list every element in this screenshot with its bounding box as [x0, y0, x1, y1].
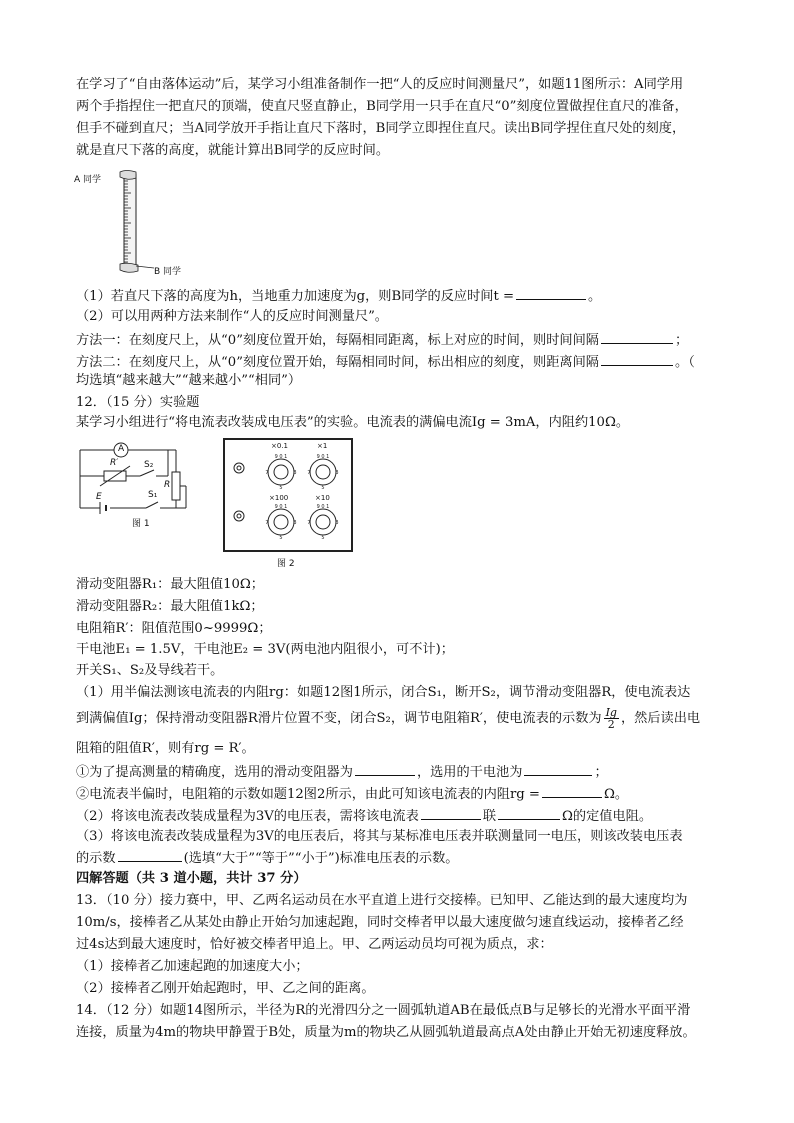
- q12-item: 开关S₁、S₂及导线若干。: [76, 663, 224, 678]
- svg-text:3: 3: [335, 470, 339, 476]
- q11-method-note: 均选填“越来越大”“越来越小”“相同”）: [76, 373, 302, 388]
- q11-part1: （1）若直尺下落的高度为h，当地重力加速度为g，则B同学的反应时间t = 。: [76, 286, 601, 306]
- svg-text:3: 3: [293, 520, 297, 526]
- svg-text:9 0 1: 9 0 1: [274, 504, 288, 510]
- answer-blank[interactable]: [601, 352, 673, 366]
- section-4-heading: 四解答题（共 3 道小题，共计 37 分）: [76, 871, 307, 886]
- fig1-caption: 图 1: [132, 519, 150, 529]
- q12-item: 滑动变阻器R₂：最大阻值1kΩ；: [76, 599, 264, 614]
- svg-text:7: 7: [307, 520, 311, 526]
- q12-choice1: ①为了提高测量的精确度，选用的滑动变阻器为 ，选用的干电池为 ；: [76, 762, 608, 782]
- answer-blank[interactable]: [498, 806, 560, 820]
- fraction-ig-over-2: $\frac{Ig}{2}$: [605, 706, 617, 731]
- svg-text:7: 7: [265, 470, 269, 476]
- svg-text:3: 3: [335, 520, 339, 526]
- answer-blank[interactable]: [118, 848, 182, 862]
- label-a-student: A 同学: [74, 175, 102, 185]
- q12-part1-c: 阻箱的阻值R′，则有rg = R′。: [76, 741, 255, 756]
- answer-blank[interactable]: [542, 784, 602, 798]
- figure-11-ruler: [74, 168, 194, 278]
- q11-method1: 方法一：在刻度尺上，从“0”刻度位置开始，每隔相同距离，标上对应的时间，则时间间隔 ；: [76, 330, 688, 350]
- label-s2: S₂: [144, 460, 154, 470]
- q13-line: 10m/s，接棒者乙从某处由静止开始匀加速起跑，同时交棒者甲以最大速度做匀速直线运动，接棒者乙经: [76, 915, 684, 930]
- q12-part3-a: （3）将该电流表改装成量程为3V的电压表后，将其与某标准电压表并联测量同一电压，则该改装电压表: [76, 829, 683, 844]
- q13-line: 过4s达到最大速度时，恰好被交棒者甲追上。甲、乙两运动员均可视为质点，求：: [76, 937, 553, 952]
- q13-line: （2）接棒者乙刚开始起跑时，甲、乙之间的距离。: [76, 981, 375, 996]
- svg-text:7: 7: [307, 470, 311, 476]
- q14-line: 14．（12 分）如题14图所示，半径为R的光滑四分之一圆弧轨道AB在最低点B与足够长的光滑水平面平滑: [76, 1003, 691, 1018]
- svg-text:7: 7: [265, 520, 269, 526]
- q12-heading: 12．（15 分）实验题: [76, 395, 200, 410]
- q13-line: （1）接棒者乙加速起跑的加速度大小；: [76, 959, 309, 974]
- figure-12-2-resistance-box: [223, 438, 353, 568]
- q14-line: 连接，质量为4m的物块甲静置于B处，质量为m的物块乙从圆弧轨道最高点A处由静止开始无初速度释放。: [76, 1025, 696, 1040]
- svg-text:3: 3: [293, 470, 297, 476]
- q12-part1-b: 到满偏值Ig；保持滑动变阻器R滑片位置不变，闭合S₂，调节电阻箱R′，使电流表的示数为 $\frac{Ig}{2}$ ，然后读出电: [76, 706, 701, 731]
- label-e: E: [96, 492, 102, 502]
- ammeter-symbol: A: [118, 444, 125, 454]
- answer-blank[interactable]: [601, 330, 673, 344]
- intro-line-1: 在学习了“自由落体运动”后，某学习小组准备制作一把“人的反应时间测量尺”，如题11图所示：A同学用: [76, 77, 684, 92]
- q12-item: 干电池E₁ = 1.5V，干电池E₂ = 3V(两电池内阻很小，可不计)；: [76, 642, 454, 657]
- q11-part2: （2）可以用两种方法来制作“人的反应时间测量尺”。: [76, 309, 388, 324]
- intro-line-2: 两个手指捏住一把直尺的顶端，使直尺竖直静止，B同学用一只手在直尺“0”刻度位置做捏住直尺的准备，: [76, 99, 688, 114]
- svg-text:5: 5: [321, 485, 325, 491]
- figure-12-1-circuit: [76, 436, 196, 531]
- q12-part1-a: （1）用半偏法测该电流表的内阻rg：如题12图1所示，闭合S₁，断开S₂，调节滑动变阻器R，使电流表达: [76, 685, 691, 700]
- svg-text:5: 5: [321, 535, 325, 541]
- dial-x100: ×100: [269, 494, 289, 502]
- answer-blank[interactable]: [516, 286, 586, 300]
- q12-item: 滑动变阻器R₁：最大阻值10Ω；: [76, 577, 264, 592]
- label-b-student: B 同学: [154, 267, 182, 277]
- q12-item: 电阻箱R′：阻值范围0~9999Ω；: [76, 621, 272, 636]
- dial-x10: ×10: [315, 494, 330, 502]
- dial-x1: ×1: [317, 442, 328, 450]
- answer-blank[interactable]: [524, 762, 592, 776]
- svg-text:5: 5: [279, 535, 283, 541]
- answer-blank[interactable]: [421, 806, 481, 820]
- q12-part3-b: 的示数 (选填“大于”“等于”“小于”)标准电压表的示数。: [76, 848, 459, 868]
- q12-intro: 某学习小组进行“将电流表改装成电压表”的实验。电流表的满偏电流Ig = 3mA，内阻约10Ω。: [76, 415, 630, 430]
- label-r-prime: R′: [110, 458, 119, 468]
- fig2-caption: 图 2: [277, 559, 295, 569]
- q11-method2: 方法二：在刻度尺上，从“0”刻度位置开始，每隔相同时间，标出相应的刻度，则距离间隔 。（: [76, 352, 695, 372]
- svg-text:5: 5: [279, 485, 283, 491]
- dial-x0-1: ×0.1: [271, 442, 288, 450]
- svg-text:9 0 1: 9 0 1: [274, 454, 288, 460]
- svg-text:9 0 1: 9 0 1: [316, 454, 330, 460]
- q12-choice2: ②电流表半偏时，电阻箱的示数如题12图2所示，由此可知该电流表的内阻rg = Ω。: [76, 784, 628, 804]
- intro-line-3: 但手不碰到直尺；当A同学放开手指让直尺下落时，B同学立即捏住直尺。读出B同学捏住直尺处的刻度，: [76, 121, 686, 136]
- answer-blank[interactable]: [355, 762, 415, 776]
- intro-line-4: 就是直尺下落的高度，就能计算出B同学的反应时间。: [76, 143, 390, 158]
- svg-text:9 0 1: 9 0 1: [316, 504, 330, 510]
- q13-line: 13．（10 分）接力赛中，甲、乙两名运动员在水平直道上进行交接棒。已知甲、乙能达到的最大速度均为: [76, 893, 688, 908]
- label-r: R: [164, 480, 171, 490]
- label-s1: S₁: [148, 490, 158, 500]
- q12-part2: （2）将该电流表改装成量程为3V的电压表，需将该电流表 联 Ω的定值电阻。: [76, 806, 652, 826]
